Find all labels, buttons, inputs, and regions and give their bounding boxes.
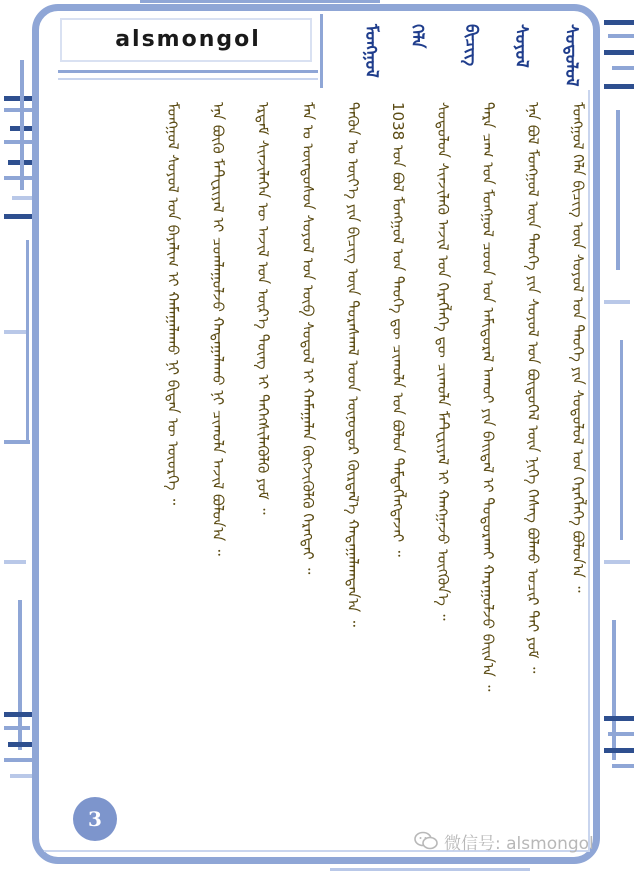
frame-ornament <box>604 84 634 89</box>
frame-ornament <box>4 140 34 144</box>
brand-name: alsmongol <box>115 27 261 52</box>
frame-ornament <box>20 60 24 190</box>
frame-ornament <box>604 50 634 55</box>
text-column: ᠮᠣᠩᠭᠣᠯ ᠬᠡᠯᠡ ᠪᠢᠴᠢᠭ ᠦᠨ ᠰᠣᠶᠣᠯ ᠤᠨ ᠲᠡᠦᠬᠡ ᠶᠢᠨ ᠰᠤᠳᠤᠯᠤᠯ ᠤᠨ ᠬᠡᠷᠡᠭᠯᠡᠭᠡ ᠪᠣᠯᠤᠨ᠎ᠠ ᠃ <box>569 102 587 593</box>
frame-ornament <box>4 108 32 112</box>
text-column: ᠡᠷᠳᠡᠮ ᠰᠢᠨᠵᠢᠯᠡᠭᠡᠨ ᠦ ᠠᠵᠢᠯ ᠤᠨ ᠦᠷ᠎ᠡ ᠳᠦᠩ ᠢ ᠳᠡᠭᠡᠭᠰᠢᠯᠡᠭᠦᠯᠬᠦ ᠶᠤᠮ ᠃ <box>254 102 272 515</box>
frame-ornament <box>4 440 30 444</box>
frame-ornament <box>608 34 634 38</box>
frame-ornament <box>4 712 34 717</box>
text-column: 1038 ᠣᠨ ᠪᠣᠯ ᠮᠣᠩᠭᠣᠯ ᠤᠨ ᠲᠡᠦᠬᠡ ᠳᠦ ᠴᠢᠬᠤᠯᠠ ᠣᠨ ᠪᠣᠯᠤᠨ ᠲᠡᠮᠳᠡᠭᠯᠡᠭᠳᠡᠵᠡᠢ ᠃ <box>389 102 407 557</box>
wechat-watermark <box>414 826 594 856</box>
text-column: ᠲᠡᠷᠡ ᠴᠠᠭ ᠤᠨ ᠮᠣᠩᠭᠣᠯ ᠴᠤᠳ ᠤᠨ ᠠᠮᠢᠳᠤᠷᠠᠯ ᠠᠬᠤᠢ ᠶᠢᠨ ᠪᠠᠢᠳᠠᠯ ᠢ ᠲᠣᠳᠣᠷᠬᠠᠢ ᠬᠠᠷᠠᠭᠤᠯᠵᠤ ᠪᠠᠢᠨ᠎ᠠ ᠃ <box>479 102 497 692</box>
frame-ornament <box>620 340 623 540</box>
frame-ornament <box>330 868 530 871</box>
frame-ornament <box>616 110 620 270</box>
frame-ornament <box>612 764 634 768</box>
text-column: ᠮᠣᠩᠭᠣᠯ ᠰᠣᠶᠣᠯ ᠤᠨ ᠪᠠᠶᠠᠯᠢᠭ ᠢ ᠬᠠᠮᠠᠭᠠᠯᠠᠬᠤ ᠨᠢ ᠪᠢᠳᠡᠨ ᠦ ᠦᠦᠷᠭᠡ ᠃ <box>164 102 182 506</box>
frame-ornament <box>4 726 30 730</box>
frame-ornament <box>4 330 26 334</box>
header-rule <box>58 78 318 80</box>
frame-ornament <box>26 240 29 440</box>
frame-ornament <box>612 66 634 70</box>
header-rule <box>58 70 318 73</box>
frame-ornament <box>8 742 34 747</box>
title-line: ᠬᠡᠯᠡ <box>407 24 427 49</box>
frame-ornament <box>604 20 634 25</box>
frame-ornament <box>612 620 616 760</box>
wechat-icon <box>414 831 438 851</box>
frame-ornament <box>4 758 34 762</box>
frame-ornament <box>4 214 34 219</box>
text-column: ᠲᠡᠭᠦᠨ ᠤ ᠦᠶ᠎ᠡ ᠶᠢᠨ ᠪᠢᠴᠢᠭ ᠦᠨ ᠳᠤᠷᠠᠰᠬᠠᠯ ᠤᠳ ᠥᠨᠥᠳᠥᠷ ᠬᠦᠷᠲᠡᠯ᠎ᠡ ᠬᠠᠳᠠᠭᠠᠯᠠᠭᠳᠠᠨ᠎ᠠ ᠃ <box>344 102 362 627</box>
frame-ornament <box>604 560 630 564</box>
frame-ornament <box>4 560 26 564</box>
frame-ornament <box>604 300 630 304</box>
title-line: ᠪᠢᠴᠢᠭ <box>461 24 481 67</box>
text-column: ᠡᠨᠡ ᠪᠦᠬᠦ ᠮᠠᠲᠧᠷᠢᠶᠠᠯ ᠢ ᠴᠤᠭᠯᠠᠭᠤᠯᠵᠤ ᠬᠠᠳᠠᠭᠠᠯᠠᠬᠤ ᠨᠢ ᠴᠢᠬᠤᠯᠠ ᠠᠵᠢᠯ ᠪᠣᠯᠤᠨ᠎ᠠ ᠃ <box>209 102 227 556</box>
brand-box <box>60 18 312 62</box>
header-separator <box>320 14 323 88</box>
title-line: ᠮᠣᠩᠭᠣᠯ <box>361 24 381 78</box>
frame-ornament <box>4 176 34 180</box>
frame-ornament <box>604 716 634 721</box>
frame-ornament <box>140 0 380 3</box>
frame-ornament <box>604 748 634 753</box>
page-number-badge: 3 <box>73 797 117 841</box>
text-column: ᠰᠤᠳᠤᠯᠤᠨ ᠰᠢᠨᠵᠢᠯᠡᠬᠦ ᠠᠵᠢᠯ ᠤᠨ ᠬᠡᠷᠡᠭᠯᠡᠭᠡ ᠳᠦ ᠴᠢᠬᠤᠯᠠ ᠮᠠᠲᠧᠷᠢᠶᠠᠯ ᠢ ᠬᠠᠩᠭᠠᠵᠤ ᠦᠭᠭᠦᠨ᠎ᠡ ᠃ <box>434 102 452 621</box>
text-column: ᠮᠠᠨ ᠤ ᠦᠨᠳᠦᠰᠦᠨ ᠰᠣᠶᠣᠯ ᠤᠨ ᠦᠪ ᠰᠤᠳᠤᠯ ᠢ ᠬᠠᠮᠠᠭᠠᠯᠠᠨ ᠬᠦᠭᠵᠢᠭᠦᠯᠬᠦ ᠬᠡᠷᠡᠭᠲᠡᠢ ᠃ <box>299 102 317 575</box>
frame-ornament <box>12 196 34 200</box>
frame-ornament <box>10 774 34 778</box>
frame-ornament <box>608 732 634 736</box>
title-line: ᠰᠤᠳᠤᠯᠤᠯ <box>561 24 581 87</box>
title-line: ᠰᠣᠶᠣᠯ <box>511 24 531 68</box>
watermark-text: 微信号: alsmongol <box>444 833 594 854</box>
text-column: ᠡᠨᠡ ᠪᠣᠯ ᠮᠣᠩᠭᠣᠯ ᠦᠨ ᠲᠡᠦᠬᠡ ᠶᠢᠨ ᠰᠣᠶᠣᠯ ᠤᠨ ᠪᠦᠲᠦᠭᠡᠯ ᠦᠨ ᠨᠢᠭᠡ ᠬᠡᠰᠡᠭ ᠪᠣᠯᠬᠤ ᠤᠴᠢᠷ ᠲᠠᠢ ᠶᠤᠮ ᠃ <box>524 102 542 674</box>
